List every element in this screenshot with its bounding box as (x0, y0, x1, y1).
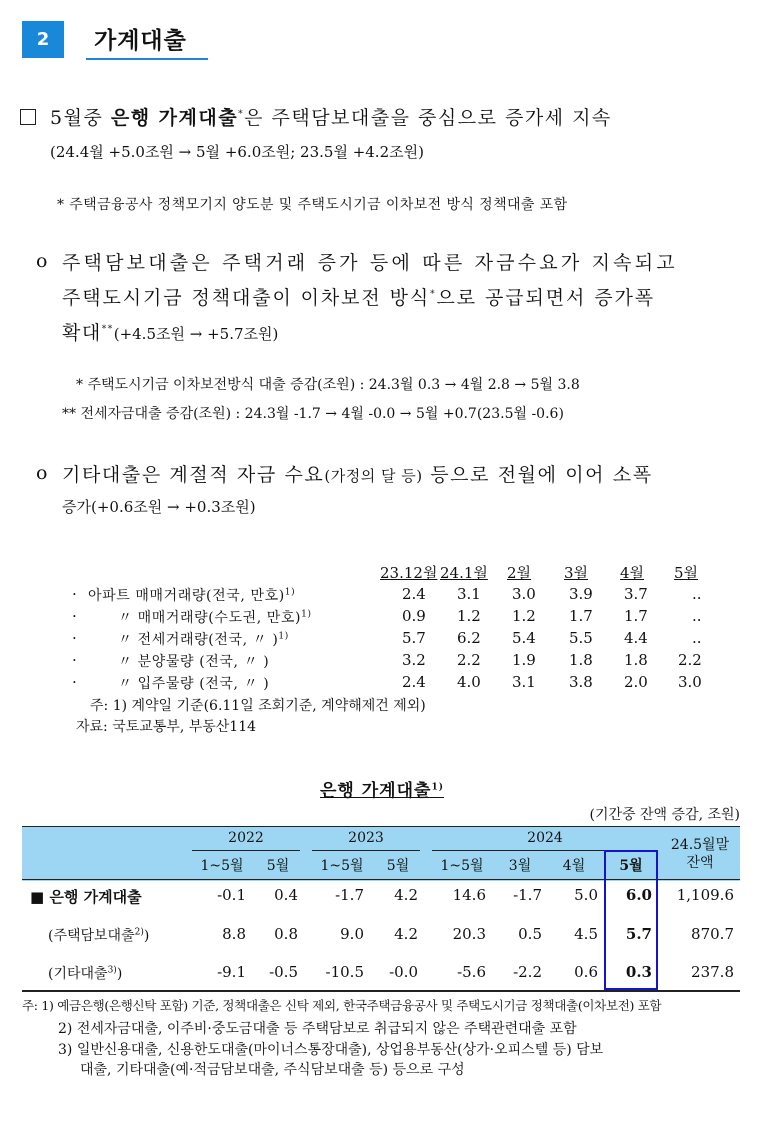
bullet-icon: o (36, 462, 48, 484)
point1-line2-sup: * (430, 289, 437, 300)
point1-note1: * 주택도시기금 이차보전방식 대출 증감(조원) : 24.3월 0.3 → 4월 2.8 → 5월 3.8 (76, 377, 580, 393)
table-title: 은행 가계대출$^{1)}$ (320, 781, 444, 801)
indicator-col: 2월 (507, 564, 532, 582)
table-cell: 0.8 (274, 925, 298, 943)
table-row-label: ■ 은행 가계대출 (30, 888, 142, 906)
indicator-col: 3월 (564, 564, 589, 582)
table-cell: 0.4 (274, 886, 298, 904)
indicator-value: 6.2 (457, 629, 481, 647)
subheader: 3월 (508, 858, 532, 874)
indicator-value: 5.4 (512, 629, 536, 647)
indicator-value: 5.5 (569, 629, 593, 647)
table-cell: 1,109.6 (676, 886, 734, 904)
headline-sup: * (238, 109, 245, 120)
indicator-value: 3.0 (678, 673, 702, 691)
indicator-value: 1.2 (512, 607, 536, 625)
indicator-value: 2.2 (678, 651, 702, 669)
subheader: 1~5월 (440, 858, 484, 874)
table-cell: -0.1 (217, 886, 246, 904)
year-header: 2022 (228, 830, 264, 846)
indicator-value: 1.9 (512, 651, 536, 669)
table-note-3: 3) 일반신용대출, 신용한도대출(마이너스통장대출), 상업용부동산(상가·오피스텔 등) 담보 (58, 1042, 604, 1058)
row-dot: · (72, 673, 77, 691)
row-dot: · (72, 651, 77, 669)
indicator-value: 1.2 (457, 607, 481, 625)
indicator-row (0, 651, 760, 673)
headline-post: 은 주택담보대출을 중심으로 증가세 지속 (244, 107, 612, 129)
point1-line3 (62, 318, 278, 345)
indicator-value: 2.0 (624, 673, 648, 691)
indicator-col: 23.12월 (380, 564, 438, 582)
indicator-row (0, 607, 760, 629)
headline (50, 103, 612, 130)
table-note-2: 2) 전세자금대출, 이주비·중도금대출 등 주택담보로 취급되지 않은 주택관련대출 포함 (58, 1021, 577, 1037)
subheader: 1~5월 (320, 858, 364, 874)
indicator-value: 2.4 (402, 585, 426, 603)
indicator-value: 1.7 (624, 607, 648, 625)
indicator-value: .. (692, 607, 702, 625)
balance-header: 24.5월말 (670, 837, 730, 853)
year-underline (312, 850, 420, 851)
indicator-value: 4.0 (457, 673, 481, 691)
indicator-value: 3.8 (569, 673, 593, 691)
table-unit: (기간중 잔액 증감, 조원) (589, 807, 740, 823)
indicator-label: 〃 분양물량 (전국, 〃 ) (118, 654, 270, 670)
indicator-value: 3.0 (512, 585, 536, 603)
table-cell: 6.0 (625, 886, 652, 904)
subheader: 5월 (619, 858, 643, 874)
year-underline (192, 850, 300, 851)
year-header: 2023 (348, 830, 384, 846)
point2-line1c: 등으로 전월에 이어 소폭 (422, 464, 653, 486)
indicator-value: 3.2 (402, 651, 426, 669)
table-cell: 4.2 (394, 925, 418, 943)
table-cell: -0.5 (269, 963, 298, 981)
table-cell: 14.6 (452, 886, 486, 904)
bullet-icon: o (36, 250, 48, 272)
table-row-label: (기타대출$^{3)}$) (48, 965, 123, 982)
point2-line1b: (가정의 달 등) (324, 467, 423, 485)
indicator-value: 1.8 (569, 651, 593, 669)
indicator-source: 자료: 국토교통부, 부동산114 (76, 719, 257, 735)
table-note-4: 대출, 기타대출(예·적금담보대출, 주식담보대출 등) 등으로 구성 (80, 1062, 465, 1078)
indicator-value: 1.8 (624, 651, 648, 669)
point2-line1 (62, 460, 653, 487)
table-cell: 9.0 (340, 925, 364, 943)
point2-line1a: 기타대출은 계절적 자금 수요 (62, 464, 325, 486)
table-cell: 0.6 (574, 963, 598, 981)
table-cell: 5.7 (625, 925, 652, 943)
table-cell: 0.5 (518, 925, 542, 943)
table-cell: 870.7 (691, 925, 734, 943)
point1-line3b: (+4.5조원 → +5.7조원) (113, 325, 279, 343)
section-title: 가계대출 (94, 28, 187, 54)
balance-header: 잔액 (686, 855, 714, 871)
point1-line3-sup: ** (101, 324, 114, 335)
headline-pre: 5월중 (50, 107, 111, 129)
section-number-badge: 2 (22, 21, 64, 58)
indicator-value: 3.1 (457, 585, 481, 603)
indicator-value: 3.7 (624, 585, 648, 603)
subheader: 5월 (266, 858, 290, 874)
table-cell: -2.2 (513, 963, 542, 981)
headline-footnote: * 주택금융공사 정책모기지 양도분 및 주택도시기금 이차보전 방식 정책대출 포함 (57, 197, 568, 213)
point1-line3a: 확대 (62, 322, 102, 344)
row-dot: · (72, 585, 77, 603)
point1-line2a: 주택도시기금 정책대출이 이차보전 방식 (62, 287, 431, 309)
indicator-row (0, 585, 760, 607)
indicator-value: 2.4 (402, 673, 426, 691)
indicator-col: 5월 (674, 564, 699, 582)
indicator-note: 주: 1) 계약일 기준(6.11일 조회기준, 계약해제건 제외) (90, 698, 426, 714)
row-dot: · (72, 607, 77, 625)
indicator-value: 0.9 (402, 607, 426, 625)
indicator-row (0, 673, 760, 695)
table-cell: -1.7 (513, 886, 542, 904)
table-cell: -1.7 (335, 886, 364, 904)
table-cell: 4.5 (574, 925, 598, 943)
table-cell: -5.6 (457, 963, 486, 981)
point1-line2b: 으로 공급되면서 증가폭 (436, 287, 655, 309)
subheader: 1~5월 (200, 858, 244, 874)
indicator-value: 4.4 (624, 629, 648, 647)
table-cell: 8.8 (222, 925, 246, 943)
table-cell: 237.8 (691, 963, 734, 981)
headline-sub: (24.4월 +5.0조원 → 5월 +6.0조원; 23.5월 +4.2조원) (50, 143, 424, 161)
indicator-value: 3.9 (569, 585, 593, 603)
point1-line1: 주택담보대출은 주택거래 증가 등에 따른 자금수요가 지속되고 (62, 252, 678, 274)
subheader: 5월 (386, 858, 410, 874)
table-cell: -0.0 (389, 963, 418, 981)
table-cell: 0.3 (625, 963, 652, 981)
table-cell: 5.0 (574, 886, 598, 904)
indicator-value: .. (692, 585, 702, 603)
section-title-underline (86, 58, 208, 60)
indicator-value: 3.1 (512, 673, 536, 691)
indicator-col: 4월 (620, 564, 645, 582)
table-cell: -10.5 (325, 963, 364, 981)
point1-note2: ** 전세자금대출 증감(조원) : 24.3월 -1.7 → 4월 -0.0 → 5월 +0.7(23.5월 -0.6) (62, 406, 564, 422)
indicator-value: 1.7 (569, 607, 593, 625)
point2-line2: 증가(+0.6조원 → +0.3조원) (62, 498, 256, 516)
checkbox-icon (20, 109, 36, 125)
indicator-value: 5.7 (402, 629, 426, 647)
indicator-header (0, 562, 760, 584)
indicator-label: 〃 매매거래량(수도권, 만호)$^{1)}$ (118, 609, 312, 626)
table-cell: 20.3 (452, 925, 486, 943)
indicator-value: 2.2 (457, 651, 481, 669)
indicator-value: .. (692, 629, 702, 647)
table-cell: -9.1 (217, 963, 246, 981)
table-note-1: 주: 1) 예금은행(은행신탁 포함) 기준, 정책대출은 신탁 제외, 한국주택금융공사 및 주택도시기금 정책대출(이차보전) 포함 (22, 998, 662, 1013)
headline-bold: 은행 가계대출 (110, 107, 239, 129)
year-header: 2024 (527, 830, 563, 846)
indicator-label: 〃 전세거래량(전국, 〃 )$^{1)}$ (118, 631, 289, 648)
table-bottom-line (22, 990, 740, 992)
table-cell: 4.2 (394, 886, 418, 904)
indicator-row (0, 629, 760, 651)
subheader: 4월 (562, 858, 586, 874)
point1-line2 (62, 283, 655, 310)
indicator-col: 24.1월 (440, 564, 488, 582)
table-row-label: (주택담보대출$^{2)}$) (48, 927, 150, 944)
indicator-label: 〃 입주물량 (전국, 〃 ) (118, 676, 270, 692)
indicator-label: 아파트 매매거래량(전국, 만호)$^{1)}$ (88, 587, 296, 604)
row-dot: · (72, 629, 77, 647)
